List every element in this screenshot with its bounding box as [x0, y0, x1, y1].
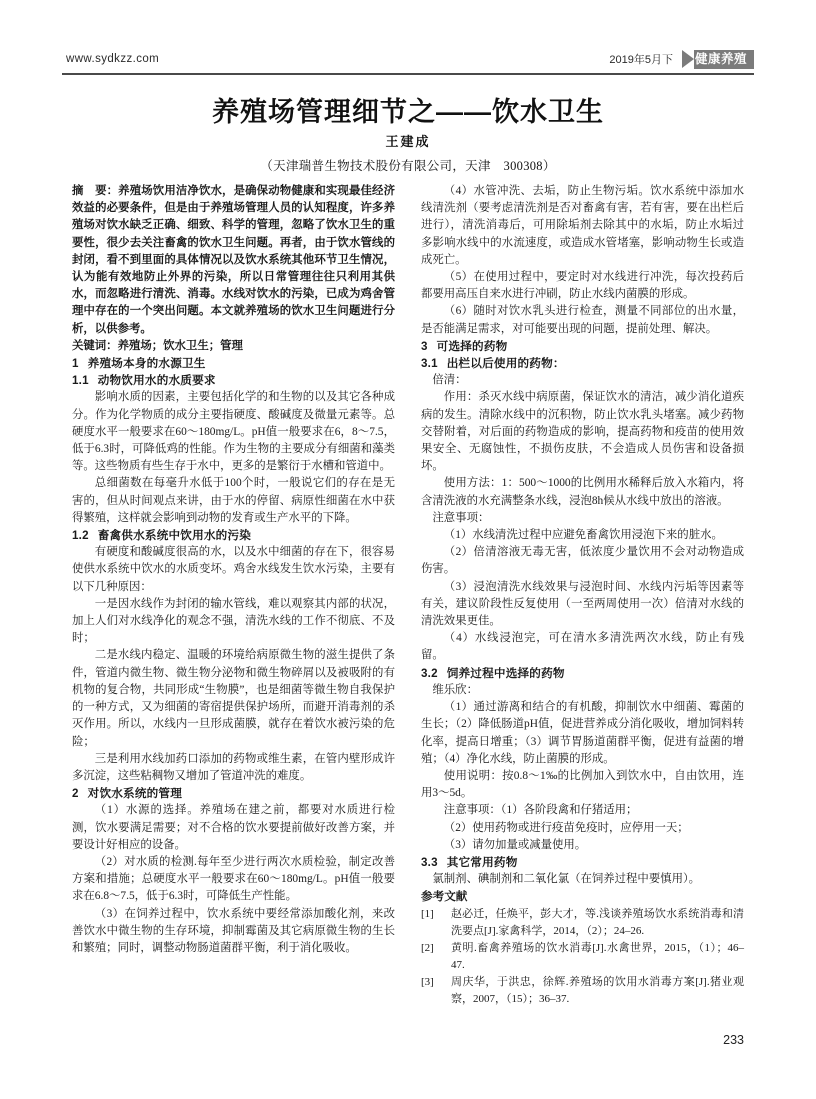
heading-3-title: 可选择的药物 [436, 339, 508, 353]
author-affiliation: （天津瑞普生物技术股份有限公司，天津 300308） [260, 159, 556, 173]
running-head [62, 48, 754, 74]
heading-2 [72, 785, 395, 802]
heading-3-2-number: 3.2 [421, 666, 438, 680]
page-number: 233 [723, 1033, 744, 1047]
reference-item [421, 906, 744, 940]
running-head-right [609, 48, 754, 70]
heading-3-3-number: 3.3 [421, 855, 438, 869]
heading-1-1-number: 1.1 [72, 374, 89, 388]
heading-1-2 [72, 527, 395, 544]
abstract-block [72, 183, 395, 338]
reference-number: [1] [421, 907, 434, 920]
body-columns [72, 183, 744, 1013]
drug-note-2-beiqing: （2）倍清溶液无毒无害，低浓度少量饮用不会对动物造成伤害。 [421, 546, 744, 576]
drug-note-3-beiqing: （3）浸泡清洗水线效果与浸泡时间、水线内污垢等因素等有关，建议阶段性反复使用（一至两周使用一次）倍清对水线的清洗效果更佳。 [421, 580, 744, 628]
keywords-label: 关键词： [72, 339, 118, 352]
issue-date: 2019年5月下 [609, 54, 673, 66]
drug-notes-weilexin: 注意事项：（1）各阶段禽和仔猪适用； [443, 804, 638, 817]
heading-1-1 [72, 372, 395, 389]
paragraph-2-4: （4）水管冲洗、去垢，防止生物污垢。饮水系统中添加水线清洗剂（要考虑清洗剂是否对畜禽有害，若有害，要在出栏后进行），清洗消毒后，可用除垢剂去除其中的水垢，防止水垢过多影响水线中的水流速度，或造成水管堵塞，影响动物生长或造成死亡。 [421, 185, 744, 266]
drug-note-2-weilexin: （2）使用药物或进行疫苗免疫时，应停用一天； [443, 821, 689, 834]
paragraph-1-1-2: 总细菌数在每毫升水低于100个时，一般说它们的存在是无害的，但从时间观点来讲，由于水的停留、病原性细菌在水中获得繁殖，这样就会影响到动物的发育或生产水平的下降。 [72, 477, 395, 524]
drug-name-beiqing: 倍清： [432, 374, 467, 387]
paragraph-2-5: （5）在使用过程中，要定时对水线进行冲洗，每次投药后都要用高压自来水进行冲刷，防止水线内菌膜的形成。 [421, 271, 744, 301]
heading-2-title: 对饮水系统的管理 [87, 787, 183, 801]
heading-3-2 [421, 665, 744, 682]
heading-1 [72, 355, 395, 372]
heading-3-1-number: 3.1 [421, 357, 438, 371]
heading-3-1-title: 出栏以后使用的药物： [446, 357, 565, 371]
drug-effect-beiqing: 作用：杀灭水线中病原菌，保证饮水的清洁，减少消化道疾病的发生。清除水线中的沉积物，防止饮水乳头堵塞。减少药物交替附着，对后面的药物造成的影响，提高药物和疫苗的使用效果安全、无腐蚀性，不损伤皮肤，不会造成人员伤害和设备损坏。 [421, 391, 744, 473]
journal-website-url: www.sydkzz.com [66, 53, 160, 65]
article-title: 养殖场管理细节之——饮水卫生 [212, 97, 604, 127]
paragraph-1-2-3: 二是水线内稳定、温暖的环境给病原微生物的滋生提供了条件，管道内微生物、微生物分泌物和微生物碎屑以及被吸附的有机物的复合物，共同形成“生物膜”，也是细菌等微生物自我保护的一种方式，又为细菌的寄宿提供保护场所，而避开消毒剂的杀灭作用。所以，水线内一旦形成菌膜，就存在着饮水被污染的危险； [72, 649, 395, 748]
heading-1-title: 养殖场本身的水源卫生 [87, 357, 206, 371]
drug-effect-weilexin: （1）通过游离和结合的有机酸，抑制饮水中细菌、霉菌的生长；（2）降低肠道pH值，促进营养成分消化吸收，增加饲料转化率，提高日增重；（3）调节胃肠道菌群平衡，促进有益菌的增殖；（4）净化水线，防止菌膜的形成。 [421, 701, 744, 765]
paragraph-2-6: （6）随时对饮水乳头进行检查，测量不同部位的出水量，是否能满足需求，对可能要出现的问题，提前处理、解决。 [421, 305, 744, 335]
section-tag-label: 健康养殖 [694, 50, 754, 69]
paragraph-3-3-1: 氯制剂、碘制剂和二氧化氯（在饲养过程中要慎用）。 [432, 873, 701, 886]
arrow-right-icon [682, 50, 694, 68]
keywords-text: 养殖场；饮水卫生；管理 [117, 339, 243, 352]
paragraph-1-2-4: 三是利用水线加药口添加的药物或维生素，在管内壁形成许多沉淀，这些粘稠物又增加了管道冲洗的难度。 [72, 752, 395, 782]
right-column [421, 183, 744, 1013]
references-heading: 参考文献 [421, 890, 468, 904]
paragraph-1-2-2: 一是因水线作为封闭的输水管线，难以观察其内部的状况，加上人们对水线净化的观念不强，清洗水线的工作不彻底、不及时； [72, 597, 395, 645]
drug-note-3-weilexin: （3）请勿加量或减量使用。 [443, 838, 587, 851]
drug-note-1-beiqing: （1）水线清洗过程中应避免畜禽饮用浸泡下来的脏水。 [443, 529, 723, 542]
heading-2-number: 2 [72, 787, 79, 801]
heading-1-2-title: 畜禽供水系统中饮用水的污染 [97, 529, 252, 543]
reference-text: 赵必迁，任焕平，彭大才，等.浅谈养殖场饮水系统消毒和清洗要点[J].家禽科学，2014，（2）；24–26. [451, 907, 744, 937]
paragraph-1-1-1: 影响水质的因素，主要包括化学的和生物的以及其它各种成分。作为化学物质的成分主要指硬度、酸碱度及微量元素等。总硬度水平一般要求在60～180mg/L。pH值一般要求在6，8～7.5，低于6.3时，可降低鸡的性能。作为生物的主要成分有细菌和藻类等。这些物质有些生存于水中，更多的是繁衍于水槽和管道中。 [72, 391, 395, 473]
paragraph-2-3: （3）在饲养过程中，饮水系统中要经常添加酸化剂，来改善饮水中微生物的生存环境，抑制霉菌及其它病原微生物的生长和繁殖；同时，调整动物肠道菌群平衡，利于消化吸收。 [72, 907, 395, 954]
header-divider [62, 73, 754, 75]
paragraph-2-2: （2）对水质的检测.每年至少进行两次水质检验，制定改善方案和措施；总硬度水平一般要求在60～180mg/L。pH值一般要求在6.8～7.5，低于6.3时，可降低生产性能。 [72, 855, 395, 903]
abstract-label: 摘 要： [72, 185, 119, 197]
drug-note-4-beiqing: （4）水线浸泡完，可在清水多清洗两次水线，防止有残留。 [421, 632, 744, 662]
paragraph-2-1: （1）水源的选择。养殖场在建之前，都要对水质进行检测，饮水要满足需要；对不合格的饮水要提前做好改善方案，并要设计好相应的设备。 [72, 804, 395, 851]
heading-3-number: 3 [421, 339, 428, 353]
heading-1-number: 1 [72, 357, 79, 371]
heading-3 [421, 338, 744, 355]
article-author: 王建成 [385, 134, 431, 149]
section-tag [682, 50, 754, 69]
reference-number: [2] [421, 941, 434, 954]
heading-3-2-title: 饲养过程中选择的药物 [446, 666, 565, 680]
drug-usage-weilexin: 使用说明：按0.8～1‰的比例加入到饮水中，自由饮用，连用3～5d。 [421, 769, 744, 800]
reference-item [421, 940, 744, 974]
drug-usage-beiqing: 使用方法：1：500～1000的比例用水稀释后放入水箱内，将含清洗液的水充满整条水线，浸泡8h候从水线中放出的溶液。 [421, 477, 744, 507]
paragraph-1-2-1: 有硬度和酸碱度很高的水，以及水中细菌的存在下，很容易使供水系统中饮水的水质变坏。鸡舍水线发生饮水污染，主要有以下几种原因： [72, 546, 395, 593]
heading-1-2-number: 1.2 [72, 529, 89, 543]
reference-text: 周庆华，于洪忠，徐辉.养殖场的饮用水消毒方案[J].猪业观察，2007，（15）；36–37. [451, 975, 744, 1005]
heading-1-1-title: 动物饮用水的水质要求 [97, 374, 216, 388]
reference-text: 黄明.畜禽养殖场的饮水消毒[J].水禽世界，2015，（1）；46–47. [451, 941, 744, 971]
abstract-text: 养殖场饮用洁净饮水，是确保动物健康和实现最佳经济效益的必要条件，但是由于养殖场管理人员的认知程度，许多养殖场对饮水缺乏正确、细致、科学的管理，忽略了饮水卫生的重要性，很少去关注畜禽的饮水卫生问题。再者，由于饮水管线的封闭，看不到里面的具体情况以及饮水系统其他环节卫生情况，认为能有效地防止外界的污染，所以日常管理往往只利用其供水，而忽略进行清洗、消毒。水线对饮水的污染，已成为鸡舍管理中存在的一个突出问题。本文就养殖场的饮水卫生问题进行分析，以供参考。 [72, 185, 395, 335]
drug-name-weilexin: 维乐欣： [432, 683, 478, 696]
keywords-block [72, 338, 395, 355]
reference-number: [3] [421, 975, 434, 988]
reference-item [421, 974, 744, 1008]
heading-3-3-title: 其它常用药物 [446, 855, 518, 869]
drug-notes-label-beiqing: 注意事项： [432, 511, 490, 524]
heading-3-3 [421, 854, 744, 871]
heading-3-1 [421, 355, 744, 372]
left-column [72, 183, 395, 1013]
